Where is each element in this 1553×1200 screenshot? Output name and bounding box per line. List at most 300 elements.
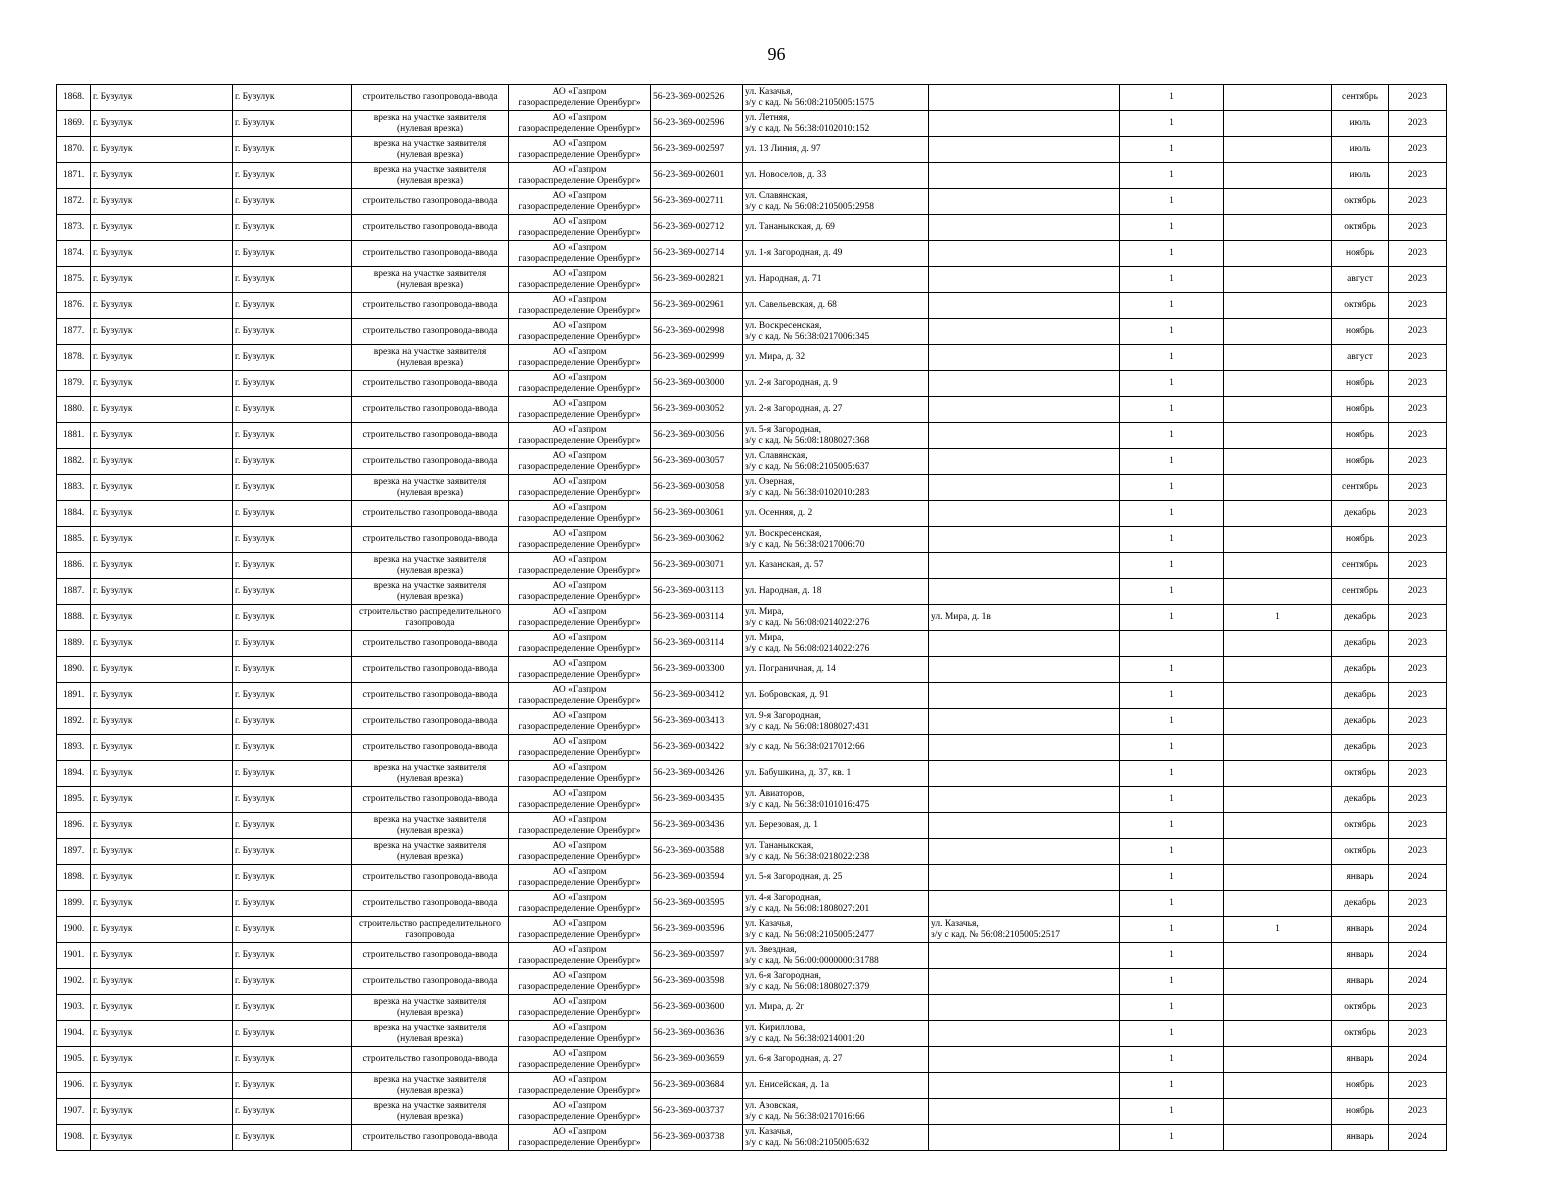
year-cell: 2023 xyxy=(1389,1021,1447,1047)
address-line: з/у с кад. № 56:08:2105005:2958 xyxy=(745,201,874,212)
month-cell: октябрь xyxy=(1332,293,1389,319)
application-code-cell: 56-23-369-003596 xyxy=(651,917,743,943)
count-distribution-cell xyxy=(1224,241,1332,267)
count-input-cell: 1 xyxy=(1120,163,1224,189)
work-type-line: врезка на участке заявителя xyxy=(373,580,487,591)
organization-line: АО «Газпром xyxy=(552,554,607,565)
count-distribution-cell xyxy=(1224,345,1332,371)
count-distribution-cell xyxy=(1224,449,1332,475)
district-cell: г. Бузулук xyxy=(91,1021,233,1047)
distribution-address-cell xyxy=(929,85,1120,111)
application-code-cell: 56-23-369-002526 xyxy=(651,85,743,111)
organization-line: газораспределение Оренбург» xyxy=(518,773,641,784)
row-number-cell: 1885. xyxy=(57,527,91,553)
work-type-cell xyxy=(352,1073,509,1099)
distribution-address-cell xyxy=(929,423,1120,449)
organization-line: газораспределение Оренбург» xyxy=(518,591,641,602)
distribution-address-cell xyxy=(929,709,1120,735)
address-cell xyxy=(743,345,929,371)
application-code-cell: 56-23-369-003114 xyxy=(651,631,743,657)
settlement-cell: г. Бузулук xyxy=(233,189,352,215)
month-cell: октябрь xyxy=(1332,995,1389,1021)
organization-line: АО «Газпром xyxy=(552,1126,607,1137)
register-table xyxy=(56,84,1447,1151)
organization-cell xyxy=(509,657,651,683)
address-line: з/у с кад. № 56:08:2105005:2477 xyxy=(745,929,874,940)
year-cell: 2024 xyxy=(1389,865,1447,891)
settlement-cell: г. Бузулук xyxy=(233,579,352,605)
organization-line: АО «Газпром xyxy=(552,86,607,97)
row-number-cell: 1902. xyxy=(57,969,91,995)
application-code-cell: 56-23-369-003435 xyxy=(651,787,743,813)
organization-line: газораспределение Оренбург» xyxy=(518,279,641,290)
district-cell: г. Бузулук xyxy=(91,449,233,475)
work-type-cell xyxy=(352,709,509,735)
work-type-line: (нулевая врезка) xyxy=(396,1007,464,1018)
month-cell: октябрь xyxy=(1332,839,1389,865)
table-row xyxy=(57,683,1447,709)
month-cell: август xyxy=(1332,267,1389,293)
work-type-line: врезка на участке заявителя xyxy=(373,268,487,279)
work-type-cell xyxy=(352,891,509,917)
application-code-cell: 56-23-369-002998 xyxy=(651,319,743,345)
month-cell: декабрь xyxy=(1332,605,1389,631)
work-type-line: врезка на участке заявителя xyxy=(373,138,487,149)
organization-line: газораспределение Оренбург» xyxy=(518,357,641,368)
address-line: з/у с кад. № 56:08:1808027:368 xyxy=(745,435,870,446)
count-distribution-cell xyxy=(1224,761,1332,787)
address-line: ул. Мира, д. 2г xyxy=(745,1002,805,1012)
month-cell: сентябрь xyxy=(1332,475,1389,501)
organization-cell xyxy=(509,995,651,1021)
organization-line: АО «Газпром xyxy=(552,164,607,175)
address-line: ул. 13 Линия, д. 97 xyxy=(745,144,821,154)
distribution-address-cell xyxy=(929,345,1120,371)
distribution-address-cell xyxy=(929,605,1120,631)
address-line: з/у с кад. № 56:08:0214022:276 xyxy=(745,643,870,654)
address-line: ул. Славянская, xyxy=(745,190,808,201)
organization-cell xyxy=(509,423,651,449)
count-input-cell: 1 xyxy=(1120,1021,1224,1047)
address-cell xyxy=(743,943,929,969)
address-cell xyxy=(743,527,929,553)
row-number-cell: 1881. xyxy=(57,423,91,449)
organization-cell xyxy=(509,449,651,475)
table-row xyxy=(57,371,1447,397)
application-code-cell: 56-23-369-002999 xyxy=(651,345,743,371)
work-type-line: (нулевая врезка) xyxy=(396,357,464,368)
organization-line: газораспределение Оренбург» xyxy=(518,487,641,498)
application-code-cell: 56-23-369-003595 xyxy=(651,891,743,917)
table-row xyxy=(57,189,1447,215)
work-type-cell xyxy=(352,943,509,969)
work-type-line: строительство газопровода-ввода xyxy=(362,690,498,700)
work-type-line: строительство газопровода-ввода xyxy=(362,196,498,206)
work-type-cell xyxy=(352,995,509,1021)
settlement-cell: г. Бузулук xyxy=(233,631,352,657)
distribution-address-cell xyxy=(929,839,1120,865)
organization-line: АО «Газпром xyxy=(552,684,607,695)
work-type-cell xyxy=(352,813,509,839)
work-type-cell xyxy=(352,839,509,865)
organization-cell xyxy=(509,1125,651,1151)
work-type-line: (нулевая врезка) xyxy=(396,487,464,498)
distribution-address-cell xyxy=(929,215,1120,241)
district-cell: г. Бузулук xyxy=(91,1099,233,1125)
month-cell: ноябрь xyxy=(1332,1073,1389,1099)
district-cell: г. Бузулук xyxy=(91,1125,233,1151)
address-line: з/у с кад. № 56:38:0217016:66 xyxy=(745,1111,865,1122)
work-type-line: врезка на участке заявителя xyxy=(373,996,487,1007)
address-cell xyxy=(743,631,929,657)
application-code-cell: 56-23-369-003598 xyxy=(651,969,743,995)
count-distribution-cell xyxy=(1224,163,1332,189)
month-cell: декабрь xyxy=(1332,735,1389,761)
count-distribution-cell xyxy=(1224,111,1332,137)
month-cell: ноябрь xyxy=(1332,1099,1389,1125)
row-number-cell: 1895. xyxy=(57,787,91,813)
application-code-cell: 56-23-369-003436 xyxy=(651,813,743,839)
district-cell: г. Бузулук xyxy=(91,189,233,215)
settlement-cell: г. Бузулук xyxy=(233,501,352,527)
month-cell: июль xyxy=(1332,163,1389,189)
work-type-line: строительство газопровода-ввода xyxy=(362,716,498,726)
table-row xyxy=(57,345,1447,371)
application-code-cell: 56-23-369-002711 xyxy=(651,189,743,215)
organization-line: газораспределение Оренбург» xyxy=(518,201,641,212)
table-row xyxy=(57,1073,1447,1099)
distribution-address-cell xyxy=(929,683,1120,709)
count-distribution-cell: 1 xyxy=(1224,605,1332,631)
month-cell: ноябрь xyxy=(1332,449,1389,475)
district-cell: г. Бузулук xyxy=(91,267,233,293)
count-input-cell: 1 xyxy=(1120,293,1224,319)
organization-line: газораспределение Оренбург» xyxy=(518,825,641,836)
row-number-cell: 1876. xyxy=(57,293,91,319)
settlement-cell: г. Бузулук xyxy=(233,553,352,579)
table-row xyxy=(57,579,1447,605)
year-cell: 2023 xyxy=(1389,189,1447,215)
table-row xyxy=(57,215,1447,241)
organization-line: АО «Газпром xyxy=(552,892,607,903)
distribution-address-cell xyxy=(929,527,1120,553)
application-code-cell: 56-23-369-003600 xyxy=(651,995,743,1021)
work-type-line: (нулевая врезка) xyxy=(396,1033,464,1044)
month-cell: октябрь xyxy=(1332,761,1389,787)
application-code-cell: 56-23-369-003597 xyxy=(651,943,743,969)
settlement-cell: г. Бузулук xyxy=(233,397,352,423)
row-number-cell: 1875. xyxy=(57,267,91,293)
address-line: ул. Славянская, xyxy=(745,450,808,461)
row-number-cell: 1868. xyxy=(57,85,91,111)
address-line: з/у с кад. № 56:38:0101016:475 xyxy=(745,799,870,810)
work-type-cell xyxy=(352,917,509,943)
work-type-line: строительство газопровода-ввода xyxy=(362,1054,498,1064)
organization-line: АО «Газпром xyxy=(552,1100,607,1111)
application-code-cell: 56-23-369-003412 xyxy=(651,683,743,709)
month-cell: январь xyxy=(1332,1125,1389,1151)
organization-line: газораспределение Оренбург» xyxy=(518,149,641,160)
work-type-cell xyxy=(352,787,509,813)
address-line: з/у с кад. № 56:38:0102010:152 xyxy=(745,123,870,134)
year-cell: 2023 xyxy=(1389,839,1447,865)
table-row xyxy=(57,943,1447,969)
work-type-line: (нулевая врезка) xyxy=(396,773,464,784)
count-input-cell: 1 xyxy=(1120,761,1224,787)
table-row xyxy=(57,969,1447,995)
distribution-address-cell xyxy=(929,241,1120,267)
organization-line: АО «Газпром xyxy=(552,320,607,331)
settlement-cell: г. Бузулук xyxy=(233,319,352,345)
distribution-address-cell xyxy=(929,761,1120,787)
table-row xyxy=(57,1099,1447,1125)
organization-line: газораспределение Оренбург» xyxy=(518,1111,641,1122)
table-row xyxy=(57,761,1447,787)
organization-line: АО «Газпром xyxy=(552,736,607,747)
row-number-cell: 1890. xyxy=(57,657,91,683)
work-type-line: строительство газопровода-ввода xyxy=(362,976,498,986)
year-cell: 2023 xyxy=(1389,1073,1447,1099)
month-cell: ноябрь xyxy=(1332,397,1389,423)
month-cell: октябрь xyxy=(1332,813,1389,839)
organization-line: АО «Газпром xyxy=(552,190,607,201)
month-cell: декабрь xyxy=(1332,787,1389,813)
organization-line: газораспределение Оренбург» xyxy=(518,955,641,966)
table-row xyxy=(57,111,1447,137)
address-line: ул. 9-я Загородная, xyxy=(745,710,821,721)
address-cell xyxy=(743,865,929,891)
organization-line: газораспределение Оренбург» xyxy=(518,643,641,654)
row-number-cell: 1897. xyxy=(57,839,91,865)
count-distribution-cell xyxy=(1224,865,1332,891)
work-type-line: врезка на участке заявителя xyxy=(373,346,487,357)
work-type-line: (нулевая врезка) xyxy=(396,123,464,134)
year-cell: 2023 xyxy=(1389,553,1447,579)
distribution-address-cell xyxy=(929,995,1120,1021)
organization-line: газораспределение Оренбург» xyxy=(518,539,641,550)
address-cell xyxy=(743,215,929,241)
work-type-line: (нулевая врезка) xyxy=(396,175,464,186)
address-line: ул. Пограничная, д. 14 xyxy=(745,664,836,674)
organization-line: АО «Газпром xyxy=(552,866,607,877)
address-line: ул. Савельевская, д. 68 xyxy=(745,300,837,310)
distribution-address-cell xyxy=(929,943,1120,969)
address-line: ул. Бабушкина, д. 37, кв. 1 xyxy=(745,768,852,778)
organization-line: АО «Газпром xyxy=(552,372,607,383)
address-cell xyxy=(743,709,929,735)
district-cell: г. Бузулук xyxy=(91,709,233,735)
settlement-cell: г. Бузулук xyxy=(233,267,352,293)
work-type-line: строительство газопровода-ввода xyxy=(362,404,498,414)
work-type-cell xyxy=(352,189,509,215)
count-distribution-cell xyxy=(1224,1047,1332,1073)
count-distribution-cell xyxy=(1224,657,1332,683)
application-code-cell: 56-23-369-002714 xyxy=(651,241,743,267)
address-line: ул. Мира, xyxy=(745,606,784,617)
table-row xyxy=(57,397,1447,423)
application-code-cell: 56-23-369-003737 xyxy=(651,1099,743,1125)
settlement-cell: г. Бузулук xyxy=(233,735,352,761)
address-line: з/у с кад. № 56:08:0214022:276 xyxy=(745,617,870,628)
organization-line: газораспределение Оренбург» xyxy=(518,1059,641,1070)
distribution-address-cell xyxy=(929,969,1120,995)
count-input-cell: 1 xyxy=(1120,1125,1224,1151)
row-number-cell: 1907. xyxy=(57,1099,91,1125)
address-line: з/у с кад. № 56:08:1808027:379 xyxy=(745,981,870,992)
organization-cell xyxy=(509,839,651,865)
distribution-address-cell xyxy=(929,891,1120,917)
address-cell xyxy=(743,267,929,293)
year-cell: 2023 xyxy=(1389,891,1447,917)
work-type-cell xyxy=(352,683,509,709)
count-input-cell: 1 xyxy=(1120,267,1224,293)
work-type-line: строительство газопровода-ввода xyxy=(362,300,498,310)
organization-line: газораспределение Оренбург» xyxy=(518,669,641,680)
settlement-cell: г. Бузулук xyxy=(233,813,352,839)
organization-cell xyxy=(509,1099,651,1125)
count-input-cell: 1 xyxy=(1120,579,1224,605)
count-input-cell: 1 xyxy=(1120,475,1224,501)
organization-line: АО «Газпром xyxy=(552,112,607,123)
address-line: ул. Енисейская, д. 1а xyxy=(745,1080,830,1090)
organization-cell xyxy=(509,189,651,215)
count-distribution-cell xyxy=(1224,1021,1332,1047)
table-row xyxy=(57,85,1447,111)
settlement-cell: г. Бузулук xyxy=(233,683,352,709)
year-cell: 2023 xyxy=(1389,813,1447,839)
work-type-cell xyxy=(352,267,509,293)
distribution-address-cell xyxy=(929,1125,1120,1151)
table-row xyxy=(57,137,1447,163)
distribution-address-line: ул. Казачья, xyxy=(931,918,979,929)
work-type-cell xyxy=(352,1047,509,1073)
address-line: ул. Казачья, xyxy=(745,918,793,929)
organization-line: АО «Газпром xyxy=(552,970,607,981)
district-cell: г. Бузулук xyxy=(91,293,233,319)
row-number-cell: 1873. xyxy=(57,215,91,241)
count-distribution-cell xyxy=(1224,1073,1332,1099)
address-line: ул. Авиаторов, xyxy=(745,788,805,799)
count-distribution-cell xyxy=(1224,215,1332,241)
work-type-line: строительство газопровода-ввода xyxy=(362,326,498,336)
district-cell: г. Бузулук xyxy=(91,579,233,605)
organization-cell xyxy=(509,917,651,943)
month-cell: декабрь xyxy=(1332,501,1389,527)
count-input-cell: 1 xyxy=(1120,371,1224,397)
count-distribution-cell xyxy=(1224,839,1332,865)
settlement-cell: г. Бузулук xyxy=(233,137,352,163)
district-cell: г. Бузулук xyxy=(91,839,233,865)
organization-cell xyxy=(509,1021,651,1047)
district-cell: г. Бузулук xyxy=(91,787,233,813)
count-distribution-cell xyxy=(1224,423,1332,449)
count-input-cell: 1 xyxy=(1120,85,1224,111)
settlement-cell: г. Бузулук xyxy=(233,787,352,813)
month-cell: декабрь xyxy=(1332,657,1389,683)
organization-cell xyxy=(509,137,651,163)
work-type-cell xyxy=(352,137,509,163)
organization-cell xyxy=(509,475,651,501)
count-input-cell: 1 xyxy=(1120,891,1224,917)
organization-line: АО «Газпром xyxy=(552,580,607,591)
count-distribution-cell xyxy=(1224,1125,1332,1151)
row-number-cell: 1874. xyxy=(57,241,91,267)
address-cell xyxy=(743,553,929,579)
address-line: з/у с кад. № 56:38:0214001:20 xyxy=(745,1033,865,1044)
count-input-cell xyxy=(1120,631,1224,657)
organization-cell xyxy=(509,761,651,787)
organization-line: газораспределение Оренбург» xyxy=(518,305,641,316)
application-code-cell: 56-23-369-003062 xyxy=(651,527,743,553)
distribution-address-cell xyxy=(929,553,1120,579)
distribution-address-cell xyxy=(929,735,1120,761)
application-code-cell: 56-23-369-003058 xyxy=(651,475,743,501)
settlement-cell: г. Бузулук xyxy=(233,709,352,735)
work-type-line: врезка на участке заявителя xyxy=(373,164,487,175)
organization-line: газораспределение Оренбург» xyxy=(518,747,641,758)
application-code-cell: 56-23-369-003659 xyxy=(651,1047,743,1073)
settlement-cell: г. Бузулук xyxy=(233,345,352,371)
row-number-cell: 1880. xyxy=(57,397,91,423)
address-line: ул. Звездная, xyxy=(745,944,797,955)
address-cell xyxy=(743,1073,929,1099)
organization-line: газораспределение Оренбург» xyxy=(518,877,641,888)
year-cell: 2023 xyxy=(1389,605,1447,631)
settlement-cell: г. Бузулук xyxy=(233,1099,352,1125)
application-code-cell: 56-23-369-003061 xyxy=(651,501,743,527)
district-cell: г. Бузулук xyxy=(91,813,233,839)
table-row xyxy=(57,527,1447,553)
settlement-cell: г. Бузулук xyxy=(233,969,352,995)
address-line: ул. Народная, д. 18 xyxy=(745,586,822,596)
row-number-cell: 1888. xyxy=(57,605,91,631)
table-row xyxy=(57,995,1447,1021)
district-cell: г. Бузулук xyxy=(91,397,233,423)
address-line: з/у с кад. № 56:08:2105005:637 xyxy=(745,461,870,472)
organization-line: газораспределение Оренбург» xyxy=(518,851,641,862)
settlement-cell: г. Бузулук xyxy=(233,995,352,1021)
work-type-cell xyxy=(352,735,509,761)
address-cell xyxy=(743,761,929,787)
address-line: ул. 2-я Загородная, д. 27 xyxy=(745,404,843,414)
month-cell: июль xyxy=(1332,111,1389,137)
month-cell: ноябрь xyxy=(1332,371,1389,397)
count-distribution-cell xyxy=(1224,631,1332,657)
address-cell xyxy=(743,241,929,267)
settlement-cell: г. Бузулук xyxy=(233,943,352,969)
table-row xyxy=(57,449,1447,475)
count-input-cell: 1 xyxy=(1120,215,1224,241)
month-cell: сентябрь xyxy=(1332,553,1389,579)
table-row xyxy=(57,709,1447,735)
distribution-address-line: ул. Мира, д. 1в xyxy=(931,612,991,622)
organization-cell xyxy=(509,605,651,631)
row-number-cell: 1869. xyxy=(57,111,91,137)
organization-line: газораспределение Оренбург» xyxy=(518,695,641,706)
year-cell: 2023 xyxy=(1389,163,1447,189)
settlement-cell: г. Бузулук xyxy=(233,1125,352,1151)
district-cell: г. Бузулук xyxy=(91,345,233,371)
work-type-line: (нулевая врезка) xyxy=(396,825,464,836)
organization-line: АО «Газпром xyxy=(552,606,607,617)
distribution-address-cell xyxy=(929,579,1120,605)
organization-line: газораспределение Оренбург» xyxy=(518,929,641,940)
row-number-cell: 1871. xyxy=(57,163,91,189)
distribution-address-cell xyxy=(929,475,1120,501)
work-type-line: строительство газопровода-ввода xyxy=(362,378,498,388)
distribution-address-cell xyxy=(929,865,1120,891)
work-type-line: строительство распределительного xyxy=(358,918,502,929)
